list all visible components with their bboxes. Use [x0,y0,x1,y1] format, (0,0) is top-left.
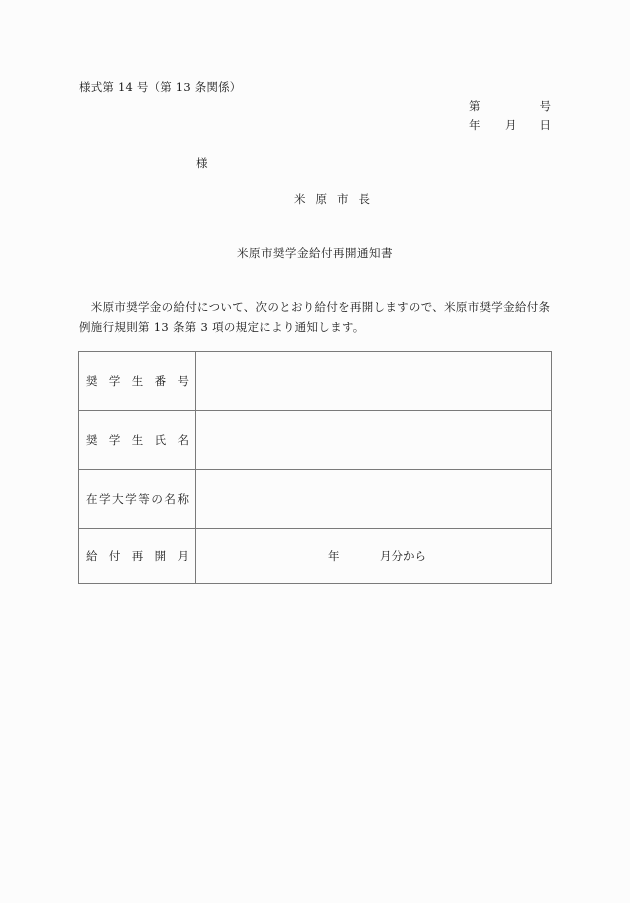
label-char: 学 [108,433,121,447]
label-student-name [79,411,196,470]
label-char: 名 [177,433,189,447]
sender-char: 米 [294,192,316,206]
label-char: 号 [177,374,189,388]
label-char: 番 [154,374,167,388]
label-char: 学 [99,492,111,506]
label-char: 奨 [86,374,98,388]
student-name-field[interactable] [196,411,552,470]
label-char: 在 [86,492,98,506]
label-char: 称 [177,492,189,506]
label-char: 生 [131,374,144,388]
label-resume-month [79,529,196,584]
label-char: 再 [131,549,144,563]
label-char: 氏 [154,433,167,447]
label-student-number [79,352,196,411]
label-char: 名 [164,492,176,506]
label-char: の [151,492,163,506]
label-school-name [79,470,196,529]
label-char: 付 [108,549,121,563]
resume-month-value [328,548,426,564]
label-char: 開 [154,549,167,563]
table-row-school-name [79,470,552,529]
document-title: 米原市奨学金給付再開通知書 [237,246,393,260]
info-table [78,351,552,584]
school-name-field[interactable] [196,470,552,529]
date-day: 日 [539,118,551,132]
sender-char: 長 [358,192,380,206]
table-row-student-name [79,411,552,470]
sender-char: 原 [315,192,337,206]
label-char: 学 [125,492,137,506]
resume-month-field[interactable] [196,529,552,584]
label-char: 学 [108,374,121,388]
doc-number-suffix: 号 [539,99,551,113]
date-month: 月 [505,118,517,132]
label-char: 給 [86,549,98,563]
addressee-honorific: 様 [196,156,208,170]
body-text: 米原市奨学金の給付について、次のとおり給付を再開しますので、米原市奨学金給付条例施行規則第 13 条第 3 項の規定により通知します。 [79,300,551,334]
student-number-field[interactable] [196,352,552,411]
table-row-resume-month [79,529,552,584]
label-char: 奨 [86,433,98,447]
sender-char: 市 [337,192,359,206]
date-year: 年 [469,118,481,132]
label-char: 月 [177,549,189,563]
label-char: 大 [112,492,124,506]
resume-month-label: 月分から [380,549,426,563]
label-char: 生 [131,433,144,447]
resume-year-label: 年 [328,549,340,563]
table-row-student-number [79,352,552,411]
sender [294,191,380,207]
doc-number-prefix: 第 [469,99,481,113]
form-number: 様式第 14 号（第 13 条関係） [79,80,242,94]
label-char: 等 [138,492,150,506]
